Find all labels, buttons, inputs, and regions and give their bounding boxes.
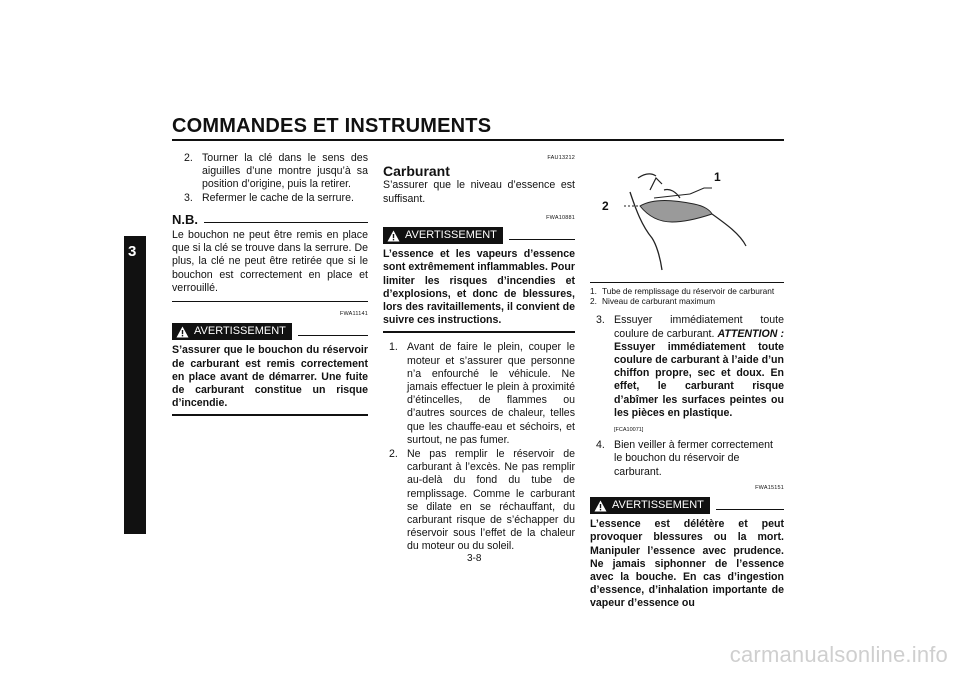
note-heading [172, 213, 368, 226]
attention-code: [FCA10071] [614, 427, 644, 434]
caption-number: 2. [590, 296, 597, 307]
warning-text: L’essence et les vapeurs d’essence sont extrêmement inflammables. Pour limiter les risques d’incendies et d’explosions, et donc de blessures, lors des ravitaillements, il convient de suivre ces instructions. [383, 248, 575, 327]
step-4 [590, 439, 784, 479]
column-3 [590, 282, 784, 611]
caption-2 [590, 296, 784, 306]
step-1 [383, 341, 575, 447]
step-text: Refermer le cache de la serrure. [202, 191, 354, 204]
attention-label: ATTENTION : [717, 327, 784, 340]
warning-label: AVERTISSEMENT [405, 229, 497, 242]
warning-end-rule [383, 331, 575, 333]
page-title: COMMANDES ET INSTRUMENTS [172, 115, 492, 137]
warning-triangle-icon [594, 500, 607, 512]
warning-code: FWA10881 [546, 214, 575, 221]
warning-badge [172, 323, 292, 340]
caption-1 [590, 286, 784, 296]
watermark: carmanualsonline.info [729, 642, 948, 667]
warning-heading [590, 497, 784, 514]
figure-label-1: 1 [714, 170, 721, 184]
note-label: N.B. [172, 211, 198, 227]
warning-heading [172, 323, 368, 340]
section-title: Carburant [383, 163, 450, 180]
warning-badge [590, 497, 710, 514]
note-end-rule [172, 301, 368, 302]
step-text: Tourner la clé dans le sens des aiguilles d’une montre jusqu’à sa position d’origine, puis la retirer. [202, 152, 368, 191]
step-text: Ne pas remplir le réservoir de carburant à l’excès. Ne pas remplir au-delà du fond du tube de remplissage. Comme le carburant se dilate en se réchauffant, du carburant risque de s’échapper du réservoir sous l’effet de la chaleur du moteur ou du soleil. [407, 448, 575, 553]
attention-text: Essuyer immédiatement toute coulure de carburant à l’aide d’un chiffon propre, sec et doux. En effet, le carburant risque d’abîmer les surfaces peintes ou les pièces en plastique. [614, 340, 784, 419]
section-code: FAU13212 [547, 155, 575, 161]
step-number: 3. [596, 314, 605, 327]
warning-rule [509, 239, 575, 240]
warning-code: FWA15151 [755, 484, 784, 491]
page-number: 3-8 [467, 553, 482, 564]
warning-badge [383, 227, 503, 244]
step-number: 4. [596, 439, 605, 452]
warning-text: S’assurer que le bouchon du réservoir de carburant est remis correctement en place avant de démarrer. Une fuite de carburant constitue un risque d’incendie. [172, 344, 368, 410]
caption-number: 1. [590, 286, 597, 296]
note-rule [204, 222, 368, 223]
step-text-plain: Essuyer immédiatement toute coulure de carburant. [614, 314, 784, 340]
warning-heading [383, 227, 575, 244]
note-text: Le bouchon ne peut être remis en place que si la clé se trouve dans la serrure. De plus, la clé ne peut être retirée que si le bouchon est correctement en place et verrouillé. [172, 229, 368, 294]
chapter-tab-number: 3 [128, 243, 137, 260]
fuel-tank-illustration [590, 170, 786, 280]
chapter-tab [124, 236, 146, 534]
step-2 [172, 152, 368, 192]
section-intro: S’assurer que le niveau d’essence est suffisant. [383, 179, 575, 205]
step-text: Avant de faire le plein, couper le moteur et s’assurer que personne n’a enfourché le véhicule. Ne jamais effectuer le plein à proximité d’étincelles, de flammes ou d’autres sources de chaleur, telles que les chauffe-eau et séchoirs, et surtout, ne pas fumer. [407, 341, 575, 446]
step-2 [383, 448, 575, 554]
step-number: 2. [184, 152, 193, 164]
step-3 [590, 314, 784, 420]
warning-rule [716, 509, 784, 510]
caption-text: Tube de remplissage du réservoir de carburant [602, 286, 775, 296]
step-number: 3. [184, 191, 193, 204]
column-2 [383, 152, 575, 554]
warning-end-rule [172, 414, 368, 416]
figure-label-2: 2 [602, 199, 609, 213]
warning-label: AVERTISSEMENT [612, 499, 704, 512]
warning-text: L’essence est délétère et peut provoquer blessures ou la mort. Manipuler l’essence avec prudence. Ne jamais siphonner de l’essence avec la bouche. En cas d’ingestion d’essence, d’inhalation importante de vapeur d’essence ou [590, 518, 784, 610]
warning-triangle-icon [176, 326, 189, 338]
warning-label: AVERTISSEMENT [194, 325, 286, 338]
warning-triangle-icon [387, 230, 400, 242]
caption-rule [590, 282, 784, 283]
step-text: Bien veiller à fermer correctement le bouchon du réservoir de carburant. [614, 439, 773, 478]
warning-rule [298, 335, 368, 336]
step-3 [172, 192, 368, 205]
step-number: 2. [389, 448, 398, 461]
column-1 [172, 152, 368, 416]
step-text [614, 314, 784, 420]
step-number: 1. [389, 341, 398, 354]
caption-text: Niveau de carburant maximum [602, 296, 715, 307]
header-rule [172, 139, 784, 141]
warning-code: FWA11141 [339, 311, 368, 318]
